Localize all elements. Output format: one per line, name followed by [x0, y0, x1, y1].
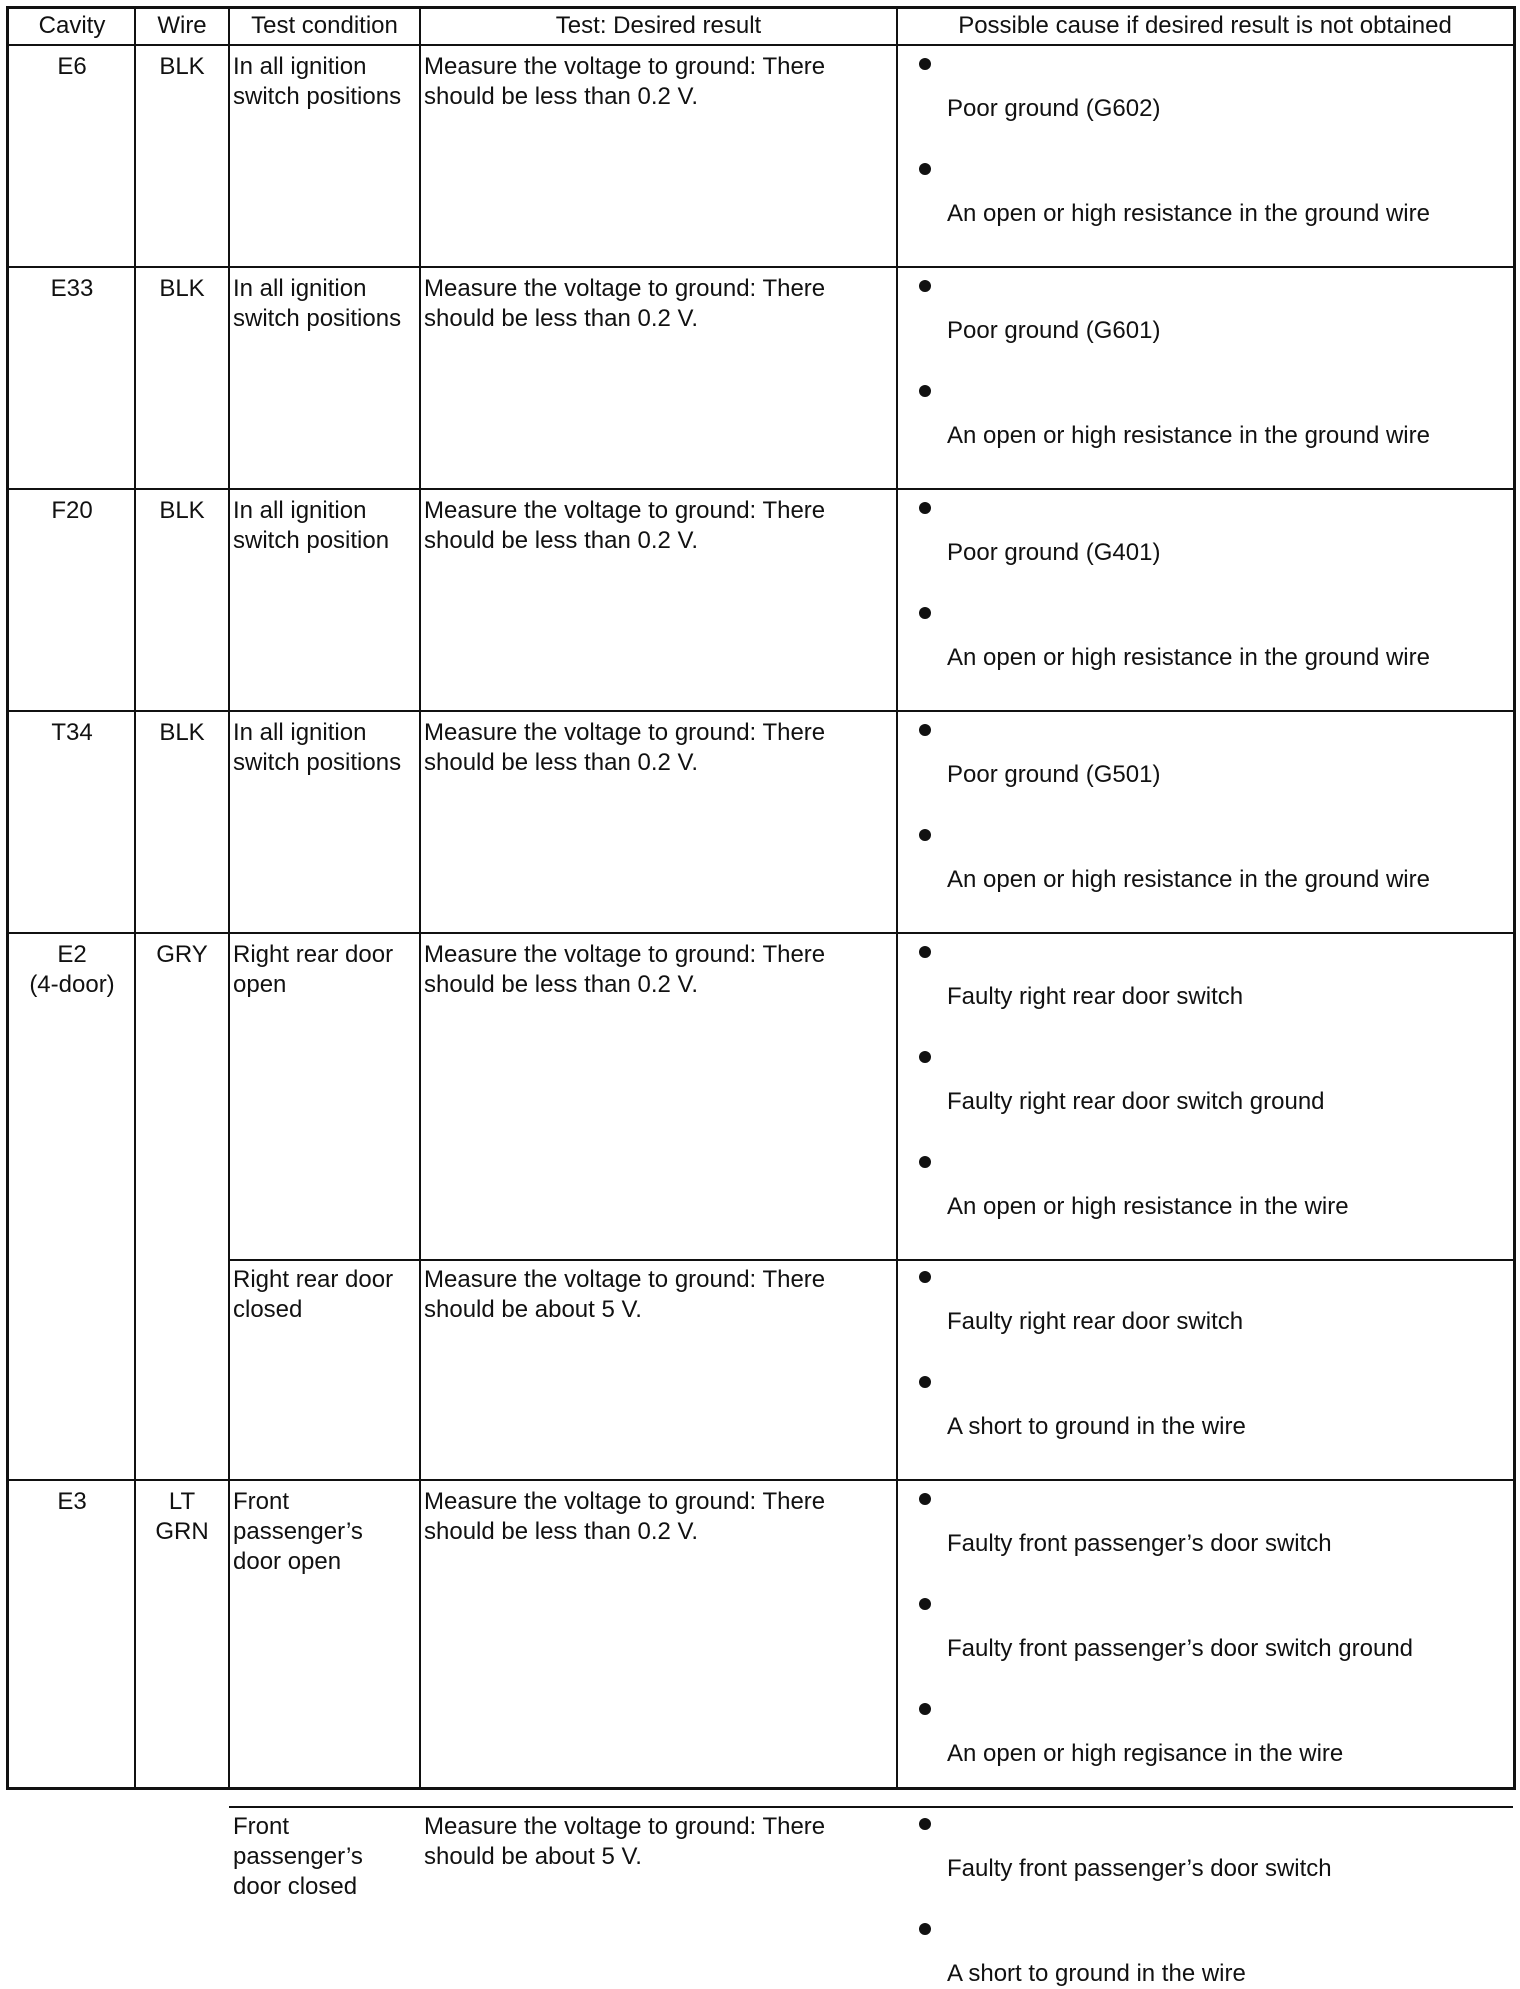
- cavity-cell: F20: [51, 497, 93, 524]
- result-text: should be less than 0.2 V.: [424, 305, 698, 332]
- row-divider: [9, 266, 1513, 268]
- result-text: should be less than 0.2 V.: [424, 971, 698, 998]
- cause-text: Faulty right rear door switch ground: [947, 1088, 1325, 1115]
- cause-text: A short to ground in the wire: [947, 1960, 1246, 1987]
- wire-cell: BLK: [159, 719, 205, 746]
- wire-cell: GRY: [156, 941, 208, 968]
- condition-text: In all ignition: [233, 719, 367, 746]
- cavity-cell: E6: [57, 53, 87, 80]
- bullet-icon: [919, 1493, 931, 1505]
- cause-text: Faulty right rear door switch: [947, 1308, 1244, 1335]
- bullet-icon: [919, 1818, 931, 1830]
- result-text: Measure the voltage to ground: There: [424, 941, 826, 968]
- cause-text: Poor ground (G501): [947, 761, 1161, 788]
- condition-text: switch positions: [233, 83, 402, 110]
- condition-text: switch position: [233, 527, 390, 554]
- cause-text: An open or high resistance in the ground wire: [947, 866, 1430, 893]
- cause-text: Poor ground (G401): [947, 539, 1161, 566]
- result-text: Measure the voltage to ground: There: [424, 497, 826, 524]
- cause-text: Faulty right rear door switch: [947, 983, 1244, 1010]
- header-cavity: Cavity: [38, 12, 106, 39]
- cause-text: An open or high resistance in the ground wire: [947, 200, 1430, 227]
- condition-text: In all ignition: [233, 497, 367, 524]
- column-divider: [134, 9, 136, 1787]
- bullet-icon: [919, 724, 931, 736]
- cause-text: An open or high resistance in the ground wire: [947, 644, 1430, 671]
- condition-text: Front: [233, 1813, 290, 1840]
- bullet-icon: [919, 280, 931, 292]
- cavity-cell: E3: [57, 1488, 87, 1515]
- header-result: Test: Desired result: [555, 12, 762, 39]
- condition-text: In all ignition: [233, 53, 367, 80]
- header-causes: Possible cause if desired result is not obtained: [958, 12, 1452, 39]
- bullet-icon: [919, 58, 931, 70]
- cavity-cell: E2: [57, 941, 87, 968]
- bullet-icon: [919, 163, 931, 175]
- bullet-icon: [919, 1051, 931, 1063]
- result-text: Measure the voltage to ground: There: [424, 719, 826, 746]
- row-divider: [9, 710, 1513, 712]
- wire-cell: BLK: [159, 53, 205, 80]
- row-divider: [9, 488, 1513, 490]
- cause-text: Faulty front passenger’s door switch ground: [947, 1635, 1414, 1662]
- cause-text: Faulty front passenger’s door switch: [947, 1855, 1332, 1882]
- condition-text: switch positions: [233, 749, 402, 776]
- column-divider: [419, 9, 421, 1787]
- row-divider: [9, 1479, 1513, 1481]
- diagnostic-table: [6, 6, 1516, 1987]
- result-text: should be less than 0.2 V.: [424, 1518, 698, 1545]
- condition-text: Right rear door: [233, 1266, 394, 1293]
- result-text: Measure the voltage to ground: There: [424, 1266, 826, 1293]
- column-divider: [228, 9, 230, 1787]
- cause-text: An open or high regisance in the wire: [947, 1740, 1344, 1767]
- result-text: should be less than 0.2 V.: [424, 83, 698, 110]
- result-text: should be less than 0.2 V.: [424, 749, 698, 776]
- wire-cell: BLK: [159, 275, 205, 302]
- cavity-note: (4-door): [29, 971, 115, 998]
- condition-text: passenger’s: [233, 1843, 363, 1870]
- bullet-icon: [919, 1598, 931, 1610]
- result-text: Measure the voltage to ground: There: [424, 53, 826, 80]
- condition-text: switch positions: [233, 305, 402, 332]
- condition-text: open: [233, 971, 287, 998]
- result-text: Measure the voltage to ground: There: [424, 1488, 826, 1515]
- header-wire: Wire: [157, 12, 207, 39]
- bullet-icon: [919, 385, 931, 397]
- cause-text: A short to ground in the wire: [947, 1413, 1246, 1440]
- condition-text: door closed: [233, 1873, 358, 1900]
- bullet-icon: [919, 502, 931, 514]
- condition-text: Right rear door: [233, 941, 394, 968]
- column-divider: [896, 9, 898, 1787]
- cause-text: Faulty front passenger’s door switch: [947, 1530, 1332, 1557]
- bullet-icon: [919, 1703, 931, 1715]
- condition-text: In all ignition: [233, 275, 367, 302]
- result-text: should be about 5 V.: [424, 1843, 642, 1870]
- result-text: should be about 5 V.: [424, 1296, 642, 1323]
- wire-cell-line2: GRN: [155, 1518, 209, 1545]
- result-text: should be less than 0.2 V.: [424, 527, 698, 554]
- sub-row-divider: [229, 1806, 1513, 1808]
- cavity-cell: T34: [51, 719, 93, 746]
- bullet-icon: [919, 1156, 931, 1168]
- cause-text: Poor ground (G601): [947, 317, 1161, 344]
- wire-cell: BLK: [159, 497, 205, 524]
- cause-text: An open or high resistance in the wire: [947, 1193, 1349, 1220]
- condition-text: passenger’s: [233, 1518, 363, 1545]
- bullet-icon: [919, 1923, 931, 1935]
- sub-row-divider: [229, 1259, 1513, 1261]
- condition-text: door open: [233, 1548, 342, 1575]
- condition-text: Front: [233, 1488, 290, 1515]
- condition-text: closed: [233, 1296, 303, 1323]
- bullet-icon: [919, 1271, 931, 1283]
- bullet-icon: [919, 946, 931, 958]
- wire-cell: LT: [168, 1488, 196, 1515]
- bullet-icon: [919, 607, 931, 619]
- row-divider: [9, 932, 1513, 934]
- cavity-cell: E33: [50, 275, 94, 302]
- header-condition: Test condition: [251, 12, 398, 39]
- result-text: Measure the voltage to ground: There: [424, 275, 826, 302]
- bullet-icon: [919, 1376, 931, 1388]
- cause-text: An open or high resistance in the ground wire: [947, 422, 1430, 449]
- bullet-icon: [919, 829, 931, 841]
- header-divider: [9, 44, 1513, 46]
- result-text: Measure the voltage to ground: There: [424, 1813, 826, 1840]
- cause-text: Poor ground (G602): [947, 95, 1161, 122]
